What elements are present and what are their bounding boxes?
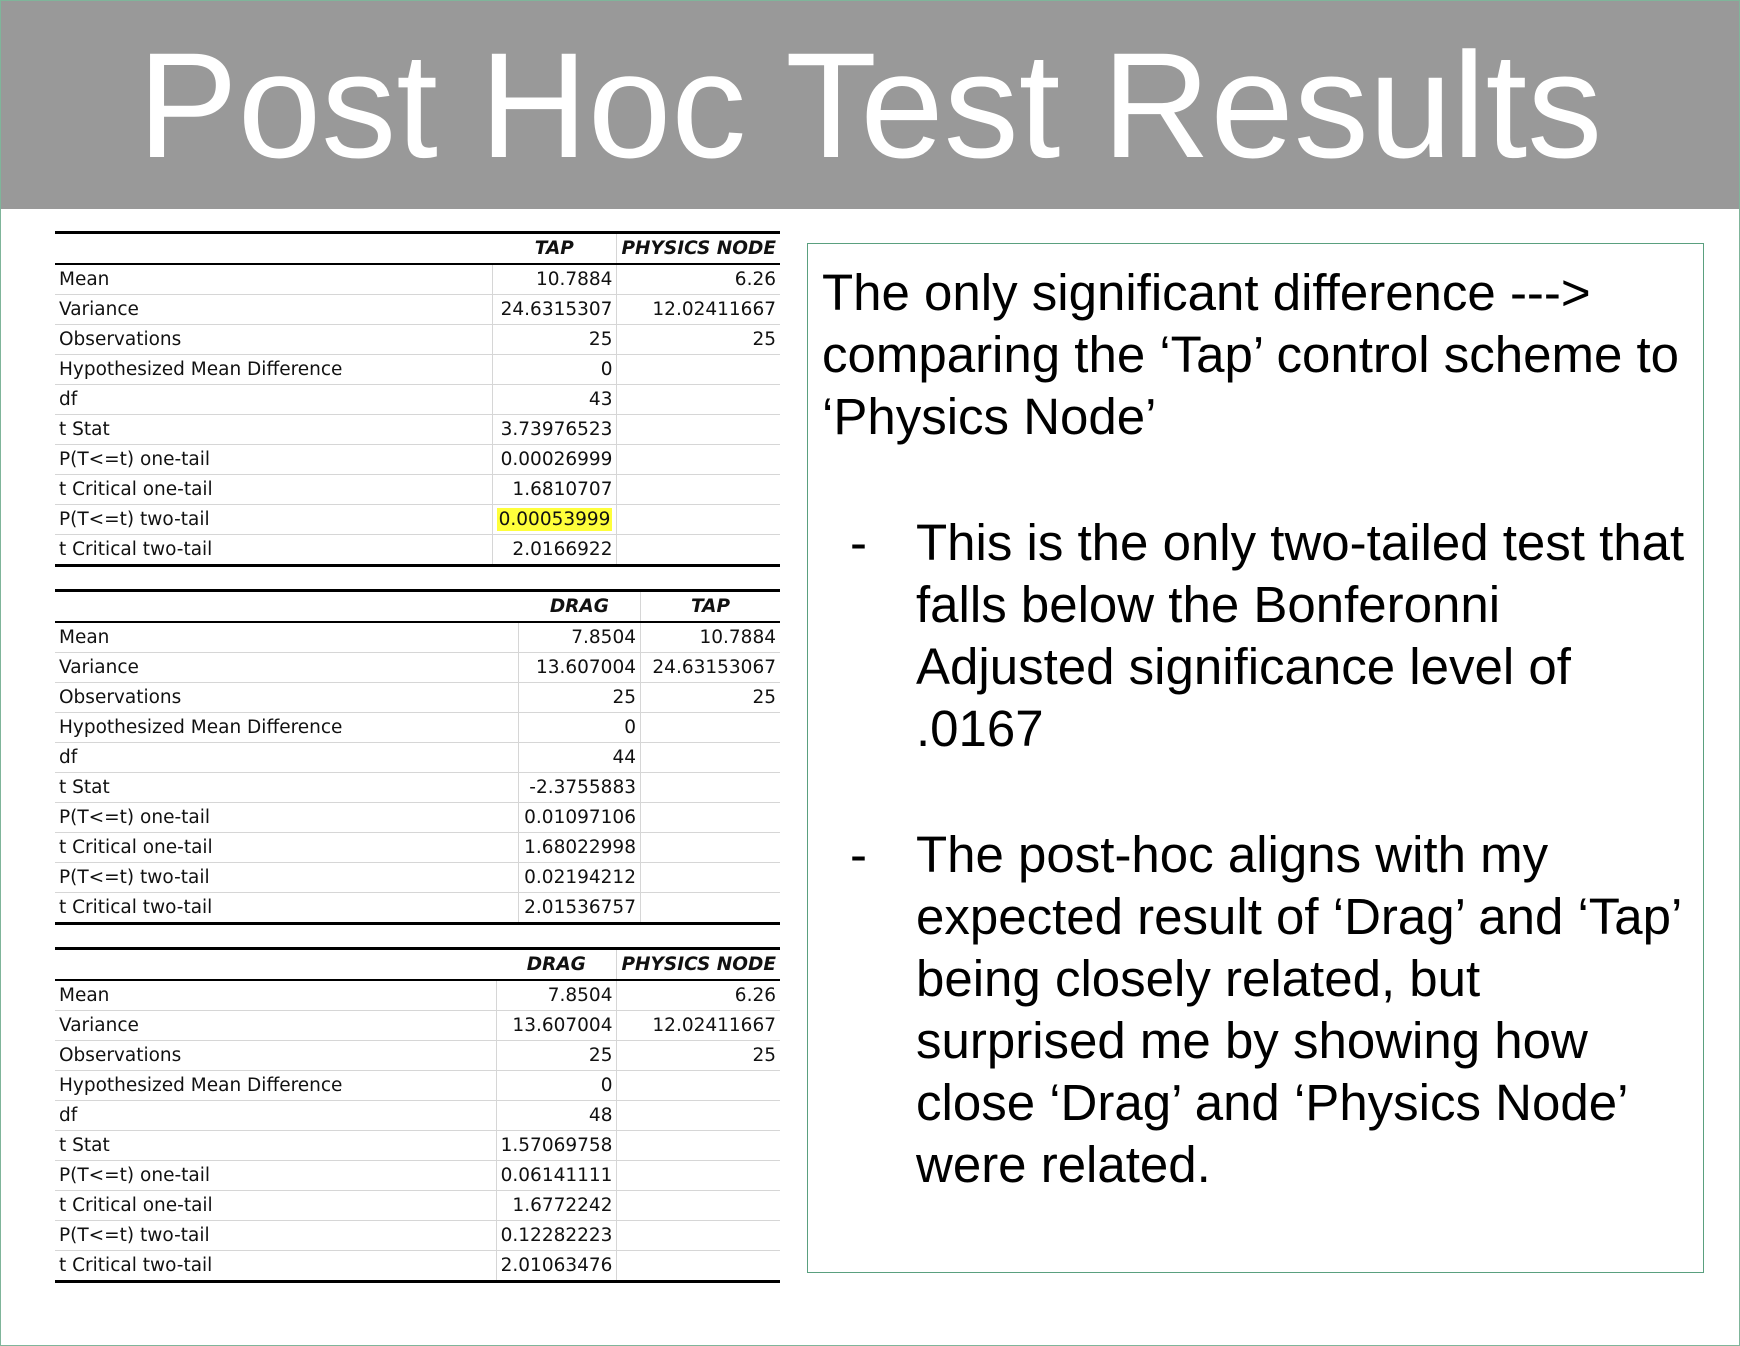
cell-col-2	[617, 1161, 780, 1191]
row-label: P(T<=t) two-tail	[55, 505, 492, 535]
bullet-dash: -	[850, 826, 867, 883]
ttest-table-drag-tap	[55, 589, 780, 925]
cell-col-1: 1.68022998	[519, 833, 641, 863]
row-label: t Critical two-tail	[55, 535, 492, 566]
cell-col-2: 12.02411667	[617, 1011, 780, 1041]
cell-col-2	[617, 1251, 780, 1282]
table-row	[55, 683, 780, 713]
table-header-row	[55, 233, 780, 265]
cell-col-2	[617, 505, 780, 535]
row-label: t Stat	[55, 415, 492, 445]
highlighted-p-value: 0.00053999	[498, 509, 611, 530]
notes-text-box[interactable]	[807, 243, 1704, 1273]
cell-col-1: 25	[519, 683, 641, 713]
row-label: Mean	[55, 622, 519, 653]
cell-col-1: 1.57069758	[496, 1131, 617, 1161]
row-label: P(T<=t) one-tail	[55, 1161, 496, 1191]
table-row	[55, 622, 780, 653]
cell-col-1: 1.6772242	[496, 1191, 617, 1221]
cell-col-1: 3.73976523	[492, 415, 617, 445]
cell-col-2	[617, 1221, 780, 1251]
cell-col-1: -2.3755883	[519, 773, 641, 803]
slide-title: Post Hoc Test Results	[137, 21, 1603, 189]
table-header-row	[55, 949, 780, 981]
table-row	[55, 415, 780, 445]
bullet-dash: -	[850, 514, 867, 571]
row-label: Hypothesized Mean Difference	[55, 355, 492, 385]
ttest-table-drag-physics	[55, 947, 780, 1283]
cell-col-1: 25	[496, 1041, 617, 1071]
row-label: P(T<=t) two-tail	[55, 863, 519, 893]
table-row	[55, 1041, 780, 1071]
cell-col-1: 10.7884	[492, 264, 617, 295]
cell-col-2	[640, 803, 780, 833]
row-label: df	[55, 743, 519, 773]
cell-col-2: 24.63153067	[640, 653, 780, 683]
cell-col-2	[617, 1101, 780, 1131]
cell-col-1: 2.01063476	[496, 1251, 617, 1282]
cell-col-1: 0	[492, 355, 617, 385]
row-label: Observations	[55, 1041, 496, 1071]
row-label: Observations	[55, 683, 519, 713]
cell-col-1: 0.01097106	[519, 803, 641, 833]
table-row	[55, 1131, 780, 1161]
cell-col-1: 0.06141111	[496, 1161, 617, 1191]
row-label: Hypothesized Mean Difference	[55, 1071, 496, 1101]
header-col-1: DRAG	[519, 591, 641, 623]
cell-col-2	[617, 385, 780, 415]
row-label: t Critical two-tail	[55, 893, 519, 924]
cell-col-2: 25	[617, 1041, 780, 1071]
table-row	[55, 535, 780, 566]
cell-col-2	[617, 1191, 780, 1221]
table-header-row	[55, 591, 780, 623]
cell-col-1: 25	[492, 325, 617, 355]
bullet-text: The post-hoc aligns with my expected result of ‘Drag’ and ‘Tap’ being closely related, but surprised me by showing how close ‘Drag’ and ‘Physics Node’ were related.	[916, 826, 1681, 1193]
header-blank	[55, 949, 496, 981]
highlighted-p-value-cell	[492, 505, 617, 535]
header-blank	[55, 591, 519, 623]
cell-col-1: 0	[496, 1071, 617, 1101]
cell-col-2	[617, 445, 780, 475]
cell-col-1: 2.01536757	[519, 893, 641, 924]
cell-col-1: 0	[519, 713, 641, 743]
cell-col-2	[640, 863, 780, 893]
notes-lead-text: The only significant difference ---> comparing the ‘Tap’ control scheme to ‘Physics Node’	[822, 264, 1680, 445]
table-row	[55, 803, 780, 833]
table-row	[55, 385, 780, 415]
table-row	[55, 773, 780, 803]
row-label: Hypothesized Mean Difference	[55, 713, 519, 743]
ttest-tables	[55, 231, 780, 1305]
cell-col-1: 48	[496, 1101, 617, 1131]
row-label: t Critical one-tail	[55, 833, 519, 863]
bullet-text: This is the only two-tailed test that falls below the Bonferonni Adjusted significance level of .0167	[916, 514, 1685, 757]
cell-col-2: 25	[617, 325, 780, 355]
table-row	[55, 325, 780, 355]
table-row	[55, 1191, 780, 1221]
cell-col-1: 0.12282223	[496, 1221, 617, 1251]
header-col-1: DRAG	[496, 949, 617, 981]
row-label: t Critical one-tail	[55, 475, 492, 505]
table-row	[55, 264, 780, 295]
table-row	[55, 445, 780, 475]
row-label: df	[55, 385, 492, 415]
cell-col-1: 24.6315307	[492, 295, 617, 325]
cell-col-1: 0.00026999	[492, 445, 617, 475]
cell-col-2	[617, 535, 780, 566]
cell-col-2	[617, 415, 780, 445]
table-row	[55, 1101, 780, 1131]
cell-col-2	[617, 475, 780, 505]
cell-col-2: 6.26	[617, 980, 780, 1011]
row-label: Observations	[55, 325, 492, 355]
cell-col-1: 2.0166922	[492, 535, 617, 566]
cell-col-2	[640, 833, 780, 863]
cell-col-2	[640, 893, 780, 924]
table-row	[55, 863, 780, 893]
header-col-2: TAP	[640, 591, 780, 623]
table-row	[55, 833, 780, 863]
table-row	[55, 893, 780, 924]
header-col-2: PHYSICS NODE	[617, 949, 780, 981]
row-label: t Critical two-tail	[55, 1251, 496, 1282]
row-label: df	[55, 1101, 496, 1131]
row-label: P(T<=t) one-tail	[55, 445, 492, 475]
table-row	[55, 653, 780, 683]
cell-col-2	[640, 713, 780, 743]
cell-col-1: 1.6810707	[492, 475, 617, 505]
cell-col-2	[640, 743, 780, 773]
table-row	[55, 980, 780, 1011]
row-label: P(T<=t) two-tail	[55, 1221, 496, 1251]
table-row	[55, 355, 780, 385]
row-label: Variance	[55, 295, 492, 325]
ttest-table-tap-physics	[55, 231, 780, 567]
table-row	[55, 1251, 780, 1282]
cell-col-1: 44	[519, 743, 641, 773]
cell-col-2: 12.02411667	[617, 295, 780, 325]
table-row	[55, 1071, 780, 1101]
table-row	[55, 505, 780, 535]
table-row	[55, 475, 780, 505]
title-bar	[1, 1, 1739, 209]
table-row	[55, 713, 780, 743]
row-label: Mean	[55, 980, 496, 1011]
cell-col-1: 7.8504	[496, 980, 617, 1011]
row-label: t Stat	[55, 1131, 496, 1161]
table-row	[55, 743, 780, 773]
table-row	[55, 1221, 780, 1251]
cell-col-1: 13.607004	[496, 1011, 617, 1041]
table-row	[55, 295, 780, 325]
cell-col-2: 25	[640, 683, 780, 713]
header-blank	[55, 233, 492, 265]
cell-col-2	[617, 1071, 780, 1101]
row-label: P(T<=t) one-tail	[55, 803, 519, 833]
row-label: t Stat	[55, 773, 519, 803]
table-row	[55, 1011, 780, 1041]
header-col-1: TAP	[492, 233, 617, 265]
row-label: Variance	[55, 1011, 496, 1041]
header-col-2: PHYSICS NODE	[617, 233, 780, 265]
cell-col-1: 7.8504	[519, 622, 641, 653]
cell-col-2: 10.7884	[640, 622, 780, 653]
cell-col-2: 6.26	[617, 264, 780, 295]
row-label: Variance	[55, 653, 519, 683]
cell-col-2	[640, 773, 780, 803]
cell-col-2	[617, 1131, 780, 1161]
cell-col-1: 13.607004	[519, 653, 641, 683]
row-label: t Critical one-tail	[55, 1191, 496, 1221]
row-label: Mean	[55, 264, 492, 295]
table-row	[55, 1161, 780, 1191]
cell-col-2	[617, 355, 780, 385]
cell-col-1: 43	[492, 385, 617, 415]
cell-col-1: 0.02194212	[519, 863, 641, 893]
